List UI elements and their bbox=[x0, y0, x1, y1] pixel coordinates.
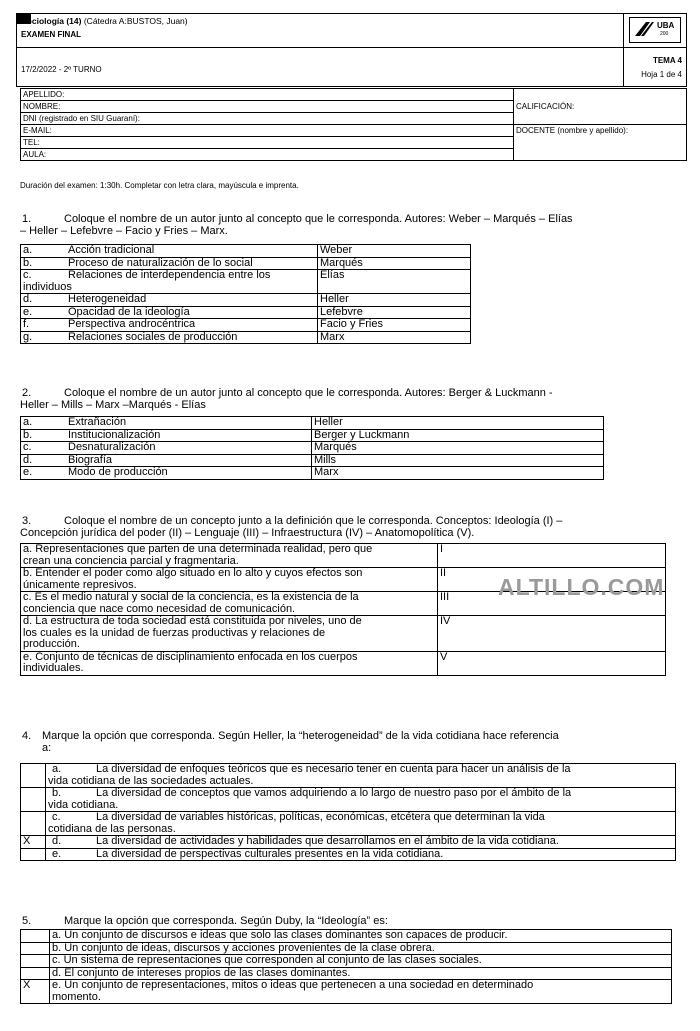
option-text: c. Un sistema de representaciones que corresponden al conjunto de las clases sociales. bbox=[52, 954, 482, 966]
uba-logo-text: UBA bbox=[657, 21, 675, 30]
answer-text: I bbox=[440, 543, 444, 555]
table-row bbox=[21, 616, 666, 652]
definition-cell bbox=[21, 592, 438, 616]
question-4-table bbox=[20, 763, 676, 861]
table-row bbox=[21, 429, 604, 442]
concept-text: Opacidad de la ideología bbox=[68, 305, 190, 318]
teacher-field[interactable]: DOCENTE (nombre y apellido): bbox=[514, 125, 687, 161]
concept-text: Extrañación bbox=[68, 416, 127, 428]
concept-text: Proceso de naturalización de lo social bbox=[68, 256, 253, 269]
definition-cell bbox=[21, 651, 438, 675]
option-cell bbox=[50, 930, 672, 943]
table-row bbox=[21, 442, 604, 455]
row-letter: c. bbox=[23, 441, 32, 453]
mark-cell[interactable] bbox=[21, 836, 46, 849]
concept-cell bbox=[21, 442, 312, 455]
answer-text: Marx bbox=[320, 330, 345, 343]
option-letter: d. bbox=[52, 835, 62, 847]
definition-text: individuales. bbox=[23, 662, 84, 674]
watermark: ALTILLO.COM bbox=[498, 574, 665, 600]
option-cell bbox=[46, 836, 676, 849]
table-row bbox=[21, 467, 604, 480]
row-letter: e. bbox=[23, 466, 33, 478]
answer-cell[interactable] bbox=[312, 429, 604, 442]
concept-cell bbox=[21, 331, 318, 344]
option-cell bbox=[50, 955, 672, 968]
page-indicator: Hoja 1 de 4 bbox=[641, 70, 682, 79]
row-letter: c. bbox=[23, 269, 32, 281]
answer-cell[interactable] bbox=[318, 306, 471, 319]
question-1-table bbox=[20, 244, 471, 344]
answer-text: Marqués bbox=[314, 441, 357, 453]
definition-text: b. Entender el poder como algo situado en lo alto y cuyos efectos son bbox=[23, 567, 363, 579]
definition-cell bbox=[21, 544, 438, 568]
answer-text: V bbox=[440, 650, 448, 663]
question-3: 3. Coloque el nombre de un concepto junto a la definición que le corresponda. Conceptos: Ideología (I) – Concepción jurídica del poder (II) – Lenguaje (III) – Infraestructura (IV) – Anatomopolítica (V). bbox=[20, 515, 563, 539]
concept-cell bbox=[21, 306, 318, 319]
answer-text: Facio y Fries bbox=[320, 318, 383, 330]
row-letter: g. bbox=[23, 330, 33, 343]
answer-text: IV bbox=[440, 615, 451, 627]
question-1: 1. Coloque el nombre de un autor junto al concepto que le corresponda. Autores: Weber – Marqués – Elías – Heller – Lefebvre – Facio y Fries – Marx. bbox=[20, 213, 573, 237]
concept-cell bbox=[21, 257, 318, 270]
table-row bbox=[21, 544, 666, 568]
option-text: d. El conjunto de intereses propios de las clases dominantes. bbox=[52, 966, 351, 979]
option-text: La diversidad de actividades y habilidades que desarrollamos en el ámbito de la vida cotidiana. bbox=[96, 835, 559, 847]
mark-cell[interactable] bbox=[21, 788, 46, 812]
answer-text: Lefebvre bbox=[320, 305, 363, 318]
option-letter: c. bbox=[52, 811, 61, 823]
answer-text: Marx bbox=[314, 466, 339, 478]
option-row bbox=[21, 812, 676, 836]
exam-type: EXAMEN FINAL bbox=[21, 30, 81, 39]
option-text: vida cotidiana de las sociedades actuales. bbox=[48, 774, 254, 787]
concept-text: Desnaturalización bbox=[68, 441, 156, 453]
concept-text: Modo de producción bbox=[68, 466, 168, 478]
answer-text: II bbox=[440, 567, 447, 579]
concept-cell bbox=[21, 417, 312, 430]
question-2: 2. Coloque el nombre de un autor junto al concepto que le corresponda. Autores: Berger & Luckmann - Heller – Mills – Marx –Marqués - Elías bbox=[20, 387, 553, 411]
mark-cell[interactable] bbox=[21, 967, 50, 980]
answer-cell[interactable] bbox=[318, 257, 471, 270]
concept-cell bbox=[21, 467, 312, 480]
mark-cell[interactable] bbox=[21, 980, 50, 1004]
table-row bbox=[21, 454, 604, 467]
aula-field[interactable]: AULA: bbox=[21, 149, 514, 161]
mark-cell[interactable] bbox=[21, 812, 46, 836]
concept-text: Relaciones sociales de producción bbox=[68, 330, 238, 343]
definition-text: los cuales es la unidad de fuerzas productivas y relaciones de bbox=[23, 626, 326, 639]
option-row bbox=[21, 942, 672, 955]
question-2-table bbox=[20, 416, 604, 480]
option-letter: b. bbox=[52, 787, 62, 799]
option-cell bbox=[46, 848, 676, 861]
email-field[interactable]: E-MAIL: bbox=[21, 125, 514, 137]
concept-text: Heterogeneidad bbox=[68, 293, 147, 305]
option-row bbox=[21, 764, 676, 788]
definition-text: d. La estructura de toda sociedad está constituida por niveles, uno de bbox=[23, 615, 362, 627]
question-3-table bbox=[20, 543, 666, 676]
option-text: cotidiana de las personas. bbox=[48, 822, 176, 835]
dni-field[interactable]: DNI (registrado en SIU Guaraní): bbox=[21, 113, 514, 125]
option-row bbox=[21, 980, 672, 1004]
answer-text: Weber bbox=[320, 244, 353, 256]
concept-text: Relaciones de interdependencia entre los bbox=[68, 269, 271, 281]
definition-text: a. Representaciones que parten de una determinada realidad, pero que bbox=[23, 543, 373, 555]
row-letter: b. bbox=[23, 428, 33, 441]
mark-cell[interactable] bbox=[21, 942, 50, 955]
duration-note: Duración del examen: 1:30h. Completar con letra clara, mayúscula e imprenta. bbox=[20, 181, 299, 190]
row-letter: e. bbox=[23, 305, 33, 318]
table-row bbox=[21, 245, 471, 258]
answer-cell[interactable] bbox=[318, 294, 471, 307]
option-letter: e. bbox=[52, 847, 62, 860]
option-text: La diversidad de perspectivas culturales presentes en la vida cotidiana. bbox=[96, 847, 444, 860]
exam-header bbox=[16, 13, 687, 87]
mark-cell[interactable] bbox=[21, 764, 46, 788]
option-text: La diversidad de enfoques teóricos que es necesario tener en cuenta para hacer un análisis de la bbox=[96, 763, 571, 775]
option-text: b. Un conjunto de ideas, discursos y acciones provenientes de la clase obrera. bbox=[52, 941, 435, 954]
header-vertical-divider bbox=[623, 14, 624, 86]
question-5: 5. Marque la opción que corresponda. Según Duby, la “Ideología” es: bbox=[22, 915, 388, 927]
option-cell bbox=[46, 764, 676, 788]
answer-cell[interactable] bbox=[312, 467, 604, 480]
definition-text: únicamente represivos. bbox=[23, 578, 137, 591]
tel-field[interactable]: TEL: bbox=[21, 137, 514, 149]
concept-text: Acción tradicional bbox=[68, 244, 155, 256]
option-row bbox=[21, 955, 672, 968]
table-row bbox=[21, 294, 471, 307]
concept-cell bbox=[21, 270, 318, 294]
option-text: La diversidad de variables históricas, políticas, económicas, etcétera que determinan la vida bbox=[96, 811, 545, 823]
exam-date: 17/2/2022 - 2º TURNO bbox=[21, 65, 102, 74]
course-name: Sociología (14) bbox=[21, 16, 82, 26]
table-row bbox=[21, 257, 471, 270]
option-text: e. Un conjunto de representaciones, mitos o ideas que pertenecen a una sociedad en determinado bbox=[52, 979, 534, 991]
answer-cell[interactable] bbox=[438, 544, 666, 568]
option-row bbox=[21, 788, 676, 812]
surname-field[interactable]: APELLIDO: bbox=[21, 89, 514, 101]
answer-text: Berger y Luckmann bbox=[314, 428, 410, 441]
uba-logo bbox=[629, 17, 681, 43]
row-letter: a. bbox=[23, 244, 33, 256]
concept-text: Biografía bbox=[68, 453, 113, 466]
option-row bbox=[21, 848, 676, 861]
definition-text: crean una conciencia parcial y fragmentaria. bbox=[23, 554, 239, 567]
answer-cell[interactable] bbox=[312, 417, 604, 430]
concept-text: Institucionalización bbox=[68, 428, 161, 441]
option-cell bbox=[50, 942, 672, 955]
concept-text-cont: individuos bbox=[23, 280, 72, 293]
exam-topic: TEMA 4 bbox=[652, 56, 682, 65]
answer-cell[interactable] bbox=[438, 651, 666, 675]
answer-text: Heller bbox=[320, 293, 349, 305]
answer-text: Heller bbox=[314, 416, 343, 428]
definition-text: c. Es el medio natural y social de la conciencia, es la existencia de la bbox=[23, 591, 359, 603]
answer-cell[interactable] bbox=[318, 319, 471, 332]
table-row bbox=[21, 331, 471, 344]
option-cell bbox=[46, 788, 676, 812]
table-row bbox=[21, 417, 604, 430]
row-letter: b. bbox=[23, 256, 33, 269]
mark-cell[interactable] bbox=[21, 955, 50, 968]
header-divider bbox=[17, 47, 686, 48]
answer-text: III bbox=[440, 591, 450, 603]
answer-cell[interactable] bbox=[312, 442, 604, 455]
mark-cell[interactable] bbox=[21, 930, 50, 943]
row-letter: a. bbox=[23, 416, 33, 428]
option-cell bbox=[50, 967, 672, 980]
concept-cell bbox=[21, 454, 312, 467]
definition-text: e. Conjunto de técnicas de disciplinamiento enfocada en los cuerpos bbox=[23, 650, 358, 663]
option-row bbox=[21, 836, 676, 849]
answer-cell[interactable] bbox=[438, 616, 666, 652]
option-letter: a. bbox=[52, 763, 62, 775]
uba-logo-sub: 200 bbox=[660, 31, 669, 37]
table-row bbox=[21, 651, 666, 675]
option-row bbox=[21, 967, 672, 980]
definition-cell bbox=[21, 616, 438, 652]
answer-cell[interactable] bbox=[318, 331, 471, 344]
mark-text: X bbox=[23, 979, 31, 991]
option-text: a. Un conjunto de discursos e ideas que solo las clases dominantes son capaces de producir. bbox=[52, 929, 508, 941]
option-text: vida cotidiana. bbox=[48, 798, 119, 811]
concept-text: Perspectiva androcéntrica bbox=[68, 318, 196, 330]
grade-field[interactable]: CALIFICACIÓN: bbox=[514, 89, 687, 125]
option-cell bbox=[50, 980, 672, 1004]
answer-text: Elías bbox=[320, 269, 345, 281]
answer-cell[interactable] bbox=[318, 270, 471, 294]
option-text: La diversidad de conceptos que vamos adquiriendo a lo largo de nuestro paso por el ámbito de la bbox=[96, 787, 572, 799]
concept-cell bbox=[21, 245, 318, 258]
answer-cell[interactable] bbox=[318, 245, 471, 258]
table-row bbox=[21, 319, 471, 332]
answer-text: Marqués bbox=[320, 256, 363, 269]
answer-cell[interactable] bbox=[312, 454, 604, 467]
table-row bbox=[21, 270, 471, 294]
concept-cell bbox=[21, 294, 318, 307]
course-title bbox=[21, 16, 188, 26]
row-letter: d. bbox=[23, 453, 33, 466]
question-4: 4. Marque la opción que corresponda. Según Heller, la “heterogeneidad” de la vida cotidiana hace referencia a: bbox=[22, 730, 559, 754]
mark-cell[interactable] bbox=[21, 848, 46, 861]
question-5-table bbox=[20, 929, 672, 1004]
definition-cell bbox=[21, 568, 438, 592]
row-letter: f. bbox=[23, 318, 30, 330]
concept-cell bbox=[21, 429, 312, 442]
table-row bbox=[21, 306, 471, 319]
mark-text: X bbox=[23, 835, 31, 847]
concept-cell bbox=[21, 319, 318, 332]
option-text: momento. bbox=[52, 990, 101, 1003]
option-row bbox=[21, 930, 672, 943]
option-cell bbox=[46, 812, 676, 836]
row-letter: d. bbox=[23, 293, 33, 305]
definition-text: conciencia que nace como necesidad de comunicación. bbox=[23, 602, 296, 615]
name-field[interactable]: NOMBRE: bbox=[21, 101, 514, 113]
course-chair: (Cátedra A:BUSTOS, Juan) bbox=[83, 16, 188, 26]
student-data-table bbox=[20, 88, 687, 161]
definition-text: producción. bbox=[23, 638, 80, 650]
answer-text: Mills bbox=[314, 453, 336, 466]
